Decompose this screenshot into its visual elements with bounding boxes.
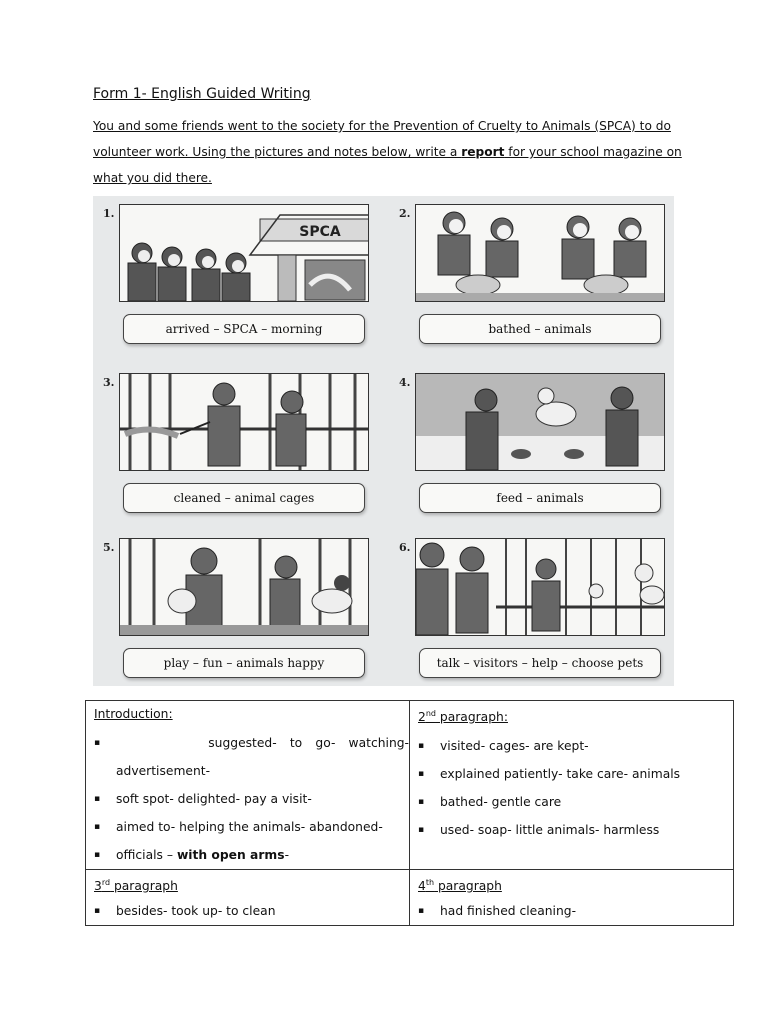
panel-number: 4. (399, 376, 411, 389)
note-text: - (284, 848, 289, 862)
panel-number: 2. (399, 207, 411, 220)
panel-caption: bathed – animals (419, 314, 661, 344)
list-item (94, 841, 409, 869)
panel-illustration-feeding (415, 373, 665, 471)
list-item (418, 732, 733, 760)
list-item (418, 897, 733, 925)
bullet-icon: ▪ (94, 906, 101, 917)
panel-number: 1. (103, 207, 115, 220)
note-text: used- soap- little animals- harmless (440, 823, 660, 838)
task-prompt (93, 113, 683, 191)
panel-illustration-cleaning (119, 373, 369, 471)
prompt-bold-word: report (461, 145, 505, 159)
list-item (94, 757, 409, 785)
panel-illustration-bathing (415, 204, 665, 302)
note-text: had finished cleaning- (440, 904, 577, 919)
panel-caption: feed – animals (419, 483, 661, 513)
list-item (94, 813, 409, 841)
panel-illustration-visitors (415, 538, 665, 636)
list-item (418, 816, 733, 844)
bullet-icon: ▪ (94, 850, 101, 860)
note-text: soft spot- delighted- pay a visit- (116, 792, 312, 806)
note-text: suggested- to go- watching- (208, 736, 409, 750)
bullet-icon: ▪ (418, 769, 425, 780)
spca-sign: SPCA (299, 224, 341, 240)
notes-cell-paragraph-3 (86, 870, 410, 926)
panel-number: 6. (399, 541, 411, 554)
bullet-icon: ▪ (418, 825, 425, 836)
notes-cell-paragraph-2 (410, 701, 734, 870)
picture-sheet (93, 196, 674, 686)
prompt-text-end: for your school magazine on what you did there. (93, 145, 682, 185)
list-item (94, 785, 409, 813)
list-item (418, 788, 733, 816)
note-text: visited- cages- are kept- (440, 739, 589, 754)
worksheet-title: Form 1- English Guided Writing (93, 86, 311, 102)
prompt-text-start: You and some friends went to the society for the Prevention of Cruelty to Animals (SPCA) to do volunteer work. Using the pictures and notes below, write a (93, 119, 671, 159)
notes-cell-introduction (86, 701, 410, 870)
bullet-icon: ▪ (94, 822, 101, 832)
bullet-icon: ▪ (418, 906, 425, 917)
panel-number: 5. (103, 541, 115, 554)
bullet-icon: ▪ (418, 741, 425, 752)
note-text: aimed to- helping the animals- abandoned- (116, 820, 383, 834)
bullet-icon: ▪ (94, 738, 101, 748)
note-text: advertisement- (116, 764, 211, 778)
paragraph-2-heading: 2nd paragraph: (418, 709, 508, 725)
note-bold-text: with open arms (176, 848, 285, 862)
introduction-heading: Introduction: (94, 707, 173, 721)
panel-caption: talk – visitors – help – choose pets (419, 648, 661, 678)
bullet-icon: ▪ (418, 797, 425, 808)
notes-cell-paragraph-4 (410, 870, 734, 926)
bullet-icon: ▪ (94, 794, 101, 804)
paragraph-4-heading: 4th paragraph (418, 878, 502, 894)
list-item (94, 729, 409, 757)
list-item (418, 760, 733, 788)
note-text: besides- took up- to clean (116, 904, 276, 919)
list-item (94, 897, 409, 925)
note-text: bathed- gentle care (440, 795, 562, 810)
panel-caption: play – fun – animals happy (123, 648, 365, 678)
note-text: explained patiently- take care- animals (440, 767, 681, 782)
panel-number: 3. (103, 376, 115, 389)
paragraph-3-heading: 3rd paragraph (94, 878, 178, 894)
panel-caption: arrived – SPCA – morning (123, 314, 365, 344)
panel-illustration-arrival (119, 204, 369, 302)
notes-table (85, 700, 734, 926)
panel-illustration-playing (119, 538, 369, 636)
panel-caption: cleaned – animal cages (123, 483, 365, 513)
note-text: officials – (116, 848, 174, 862)
